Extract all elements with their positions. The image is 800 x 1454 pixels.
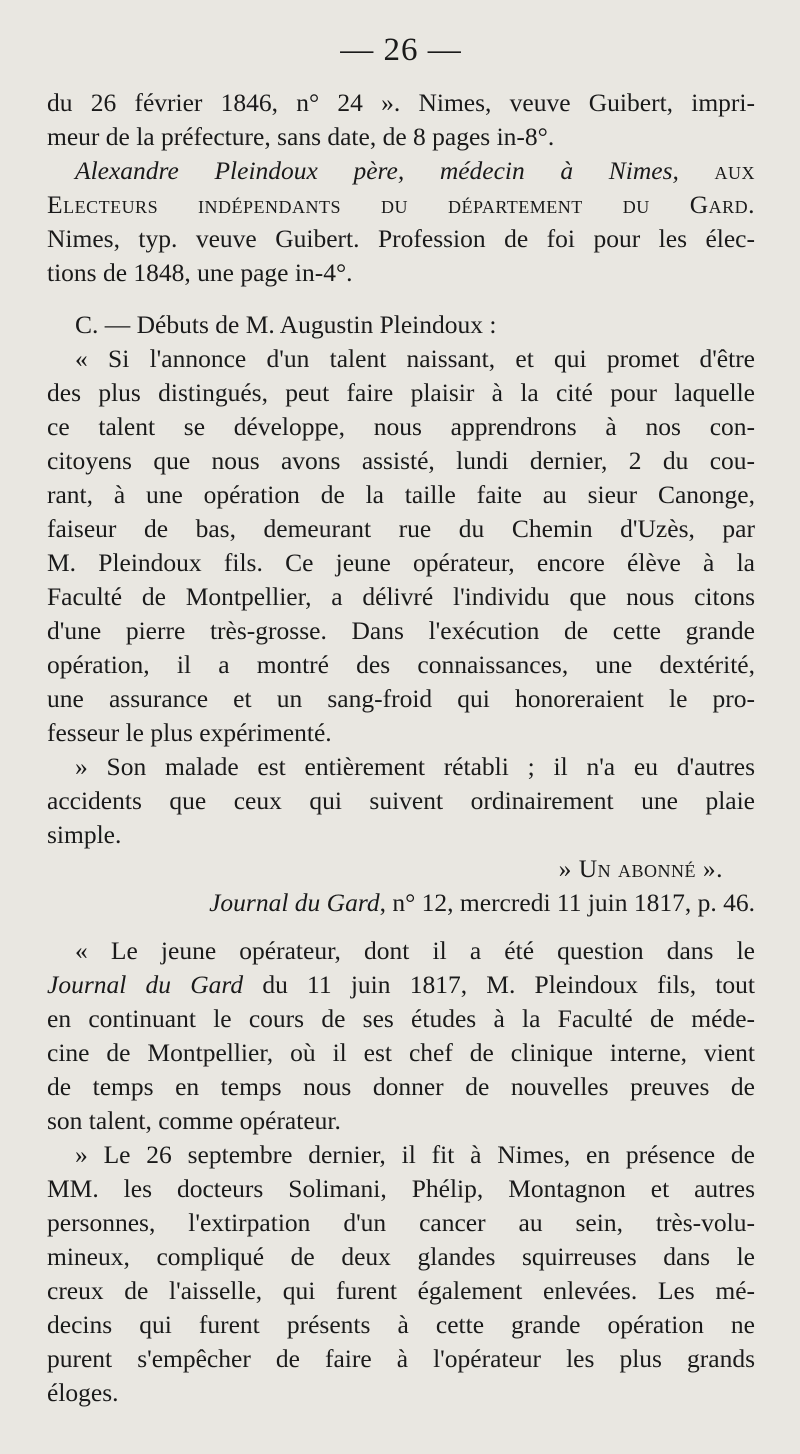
- text-line: ce talent se développe, nous apprendrons à nos con-: [47, 412, 755, 441]
- text-line: une assurance et un sang-froid qui honoreraient le pro-: [47, 684, 755, 713]
- text-line: en continuant le cours de ses études à la Faculté de méde-: [47, 1004, 755, 1033]
- text-line: meur de la préfecture, sans date, de 8 pages in-8°.: [47, 122, 555, 151]
- text-line-title: Electeurs indépendants du département du Gard.: [47, 190, 755, 219]
- text-line: faiseur de bas, demeurant rue du Chemin d'Uzès, par: [47, 514, 755, 543]
- author-name: Alexandre Pleindoux père, médecin à Nimes,: [75, 156, 715, 185]
- text-line: simple.: [47, 820, 122, 849]
- text-line: personnes, l'extirpation d'un cancer au sein, très-volu-: [47, 1208, 755, 1237]
- text-line: rant, à une opération de la taille faite au sieur Canonge,: [47, 480, 755, 509]
- text-line: mineux, compliqué de deux glandes squirreuses dans le: [47, 1242, 755, 1271]
- text-line: éloges.: [47, 1378, 119, 1407]
- text-line-signature: » Un abonné ».: [558, 854, 723, 883]
- text-rest: du 11 juin 1817, M. Pleindoux fils, tout: [243, 970, 755, 999]
- source-citation: [47, 886, 755, 920]
- section-gap: [47, 920, 755, 934]
- citation-journal-title: Journal du Gard: [209, 888, 380, 917]
- text-line: Nimes, typ. veuve Guibert. Profession de foi pour les élec-: [47, 224, 755, 253]
- text-line-heading: C. — Débuts de M. Augustin Pleindoux :: [75, 310, 497, 339]
- text-line-author: [47, 154, 755, 188]
- paragraph-bibliographic-entry: [47, 86, 755, 154]
- text-line: du 26 février 1846, n° 24 ». Nimes, veuve Guibert, impri-: [47, 88, 755, 117]
- text-line-citation: [47, 886, 755, 920]
- text-line: creux de l'aisselle, qui furent également enlevées. Les mé-: [47, 1276, 755, 1305]
- quoted-paragraph: [47, 342, 755, 750]
- text-line: purent s'empêcher de faire à l'opérateur les plus grands: [47, 1344, 755, 1373]
- text-line: Faculté de Montpellier, a délivré l'individu que nous citons: [47, 582, 755, 611]
- citation-rest: , n° 12, mercredi 11 juin 1817, p. 46.: [379, 888, 755, 917]
- section-heading: [47, 308, 755, 342]
- text-line: cine de Montpellier, où il est chef de clinique interne, vient: [47, 1038, 755, 1067]
- text-line: accidents que ceux qui suivent ordinairement une plaie: [47, 786, 755, 815]
- quoted-paragraph: [47, 750, 755, 852]
- signature: [47, 852, 755, 886]
- text-line: « Le jeune opérateur, dont il a été question dans le: [75, 936, 755, 965]
- section-gap: [47, 290, 755, 308]
- text-line: son talent, comme opérateur.: [47, 1106, 341, 1135]
- paragraph-profession-de-foi: [47, 154, 755, 290]
- text-line: fesseur le plus expérimenté.: [47, 718, 332, 747]
- text-line: » Son malade est entièrement rétabli ; il n'a eu d'autres: [75, 752, 755, 781]
- text-line: M. Pleindoux fils. Ce jeune opérateur, encore élève à la: [47, 548, 755, 577]
- quoted-paragraph: [47, 1138, 755, 1410]
- text-line: [47, 968, 755, 1002]
- text-line: » Le 26 septembre dernier, il fit à Nimes, en présence de: [75, 1140, 755, 1169]
- text-line: MM. les docteurs Solimani, Phélip, Montagnon et autres: [47, 1174, 755, 1203]
- text-line: de temps en temps nous donner de nouvelles preuves de: [47, 1072, 755, 1101]
- text-line: citoyens que nous avons assisté, lundi dernier, 2 du cou-: [47, 446, 755, 475]
- document-page: [47, 30, 755, 1440]
- text-line: decins qui furent présents à cette grande opération ne: [47, 1310, 755, 1339]
- author-aux: aux: [714, 156, 755, 185]
- page-number: — 26 —: [340, 32, 462, 68]
- text-line: « Si l'annonce d'un talent naissant, et qui promet d'être: [75, 344, 755, 373]
- text-line: tions de 1848, une page in-4°.: [47, 258, 353, 287]
- text-line: des plus distingués, peut faire plaisir à la cité pour laquelle: [47, 378, 755, 407]
- text-line: opération, il a montré des connaissances, une dextérité,: [47, 650, 755, 679]
- quoted-paragraph: [47, 934, 755, 1138]
- text-line: d'une pierre très-grosse. Dans l'exécution de cette grande: [47, 616, 755, 645]
- journal-title: Journal du Gard: [47, 970, 244, 999]
